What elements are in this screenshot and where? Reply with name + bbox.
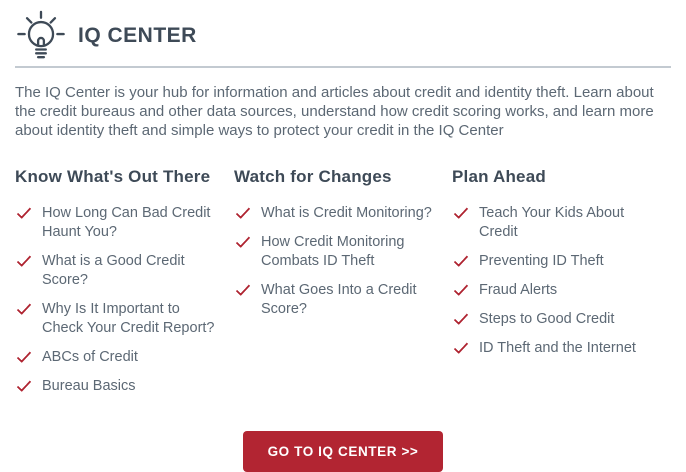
column-title: Know What's Out There bbox=[15, 167, 211, 186]
check-icon bbox=[454, 204, 469, 219]
article-columns bbox=[15, 167, 671, 406]
article-link[interactable]: Bureau Basics bbox=[42, 378, 136, 394]
list-item bbox=[452, 339, 671, 358]
article-list bbox=[234, 204, 452, 319]
article-link[interactable]: Fraud Alerts bbox=[479, 282, 558, 298]
check-icon bbox=[454, 252, 469, 267]
article-link[interactable]: Why Is It Important to Check Your Credit Report? bbox=[42, 301, 215, 336]
article-link[interactable]: ABCs of Credit bbox=[42, 349, 138, 365]
article-link[interactable]: What Goes Into a Credit Score? bbox=[261, 282, 417, 317]
list-item bbox=[234, 281, 452, 319]
article-link[interactable]: What is a Good Credit Score? bbox=[42, 253, 185, 288]
check-icon bbox=[454, 339, 469, 354]
list-item bbox=[15, 252, 234, 290]
check-icon bbox=[17, 204, 32, 219]
list-item bbox=[15, 377, 234, 396]
column-know-whats-out-there bbox=[15, 167, 234, 406]
go-to-iq-center-button[interactable]: GO TO IQ CENTER >> bbox=[243, 431, 444, 472]
article-link[interactable]: How Long Can Bad Credit Haunt You? bbox=[42, 205, 211, 240]
article-link[interactable]: Teach Your Kids About Credit bbox=[479, 205, 625, 240]
list-item bbox=[15, 204, 234, 242]
check-icon bbox=[236, 204, 251, 219]
list-item bbox=[452, 310, 671, 329]
column-title: Plan Ahead bbox=[452, 167, 546, 186]
column-title: Watch for Changes bbox=[234, 167, 392, 186]
list-item bbox=[234, 233, 452, 271]
lightbulb-icon bbox=[15, 9, 67, 63]
article-link[interactable]: How Credit Monitoring Combats ID Theft bbox=[261, 234, 405, 269]
column-watch-for-changes bbox=[234, 167, 452, 406]
intro-paragraph: The IQ Center is your hub for information and articles about credit and identity theft. Learn about the credit bureaus and other data sources, understand how credit scoring works, and learn more about identity theft and simple ways to protect your credit in the IQ Center bbox=[15, 84, 654, 139]
article-list bbox=[452, 204, 671, 358]
list-item bbox=[234, 204, 452, 223]
list-item bbox=[452, 204, 671, 242]
check-icon bbox=[17, 252, 32, 267]
list-item bbox=[452, 281, 671, 300]
check-icon bbox=[17, 348, 32, 363]
article-link[interactable]: What is Credit Monitoring? bbox=[261, 205, 432, 221]
list-item bbox=[15, 300, 234, 338]
article-link[interactable]: Steps to Good Credit bbox=[479, 311, 615, 327]
article-link[interactable]: Preventing ID Theft bbox=[479, 253, 604, 269]
article-link[interactable]: ID Theft and the Internet bbox=[479, 340, 636, 356]
page-title: IQ CENTER bbox=[78, 24, 197, 47]
iq-center-header bbox=[15, 8, 671, 64]
list-item bbox=[15, 348, 234, 367]
check-icon bbox=[454, 310, 469, 325]
cta-row bbox=[15, 431, 671, 472]
column-plan-ahead bbox=[452, 167, 671, 406]
check-icon bbox=[454, 281, 469, 296]
header-divider bbox=[15, 66, 671, 68]
article-list bbox=[15, 204, 234, 396]
check-icon bbox=[17, 300, 32, 315]
check-icon bbox=[236, 233, 251, 248]
check-icon bbox=[17, 377, 32, 392]
list-item bbox=[452, 252, 671, 271]
check-icon bbox=[236, 281, 251, 296]
